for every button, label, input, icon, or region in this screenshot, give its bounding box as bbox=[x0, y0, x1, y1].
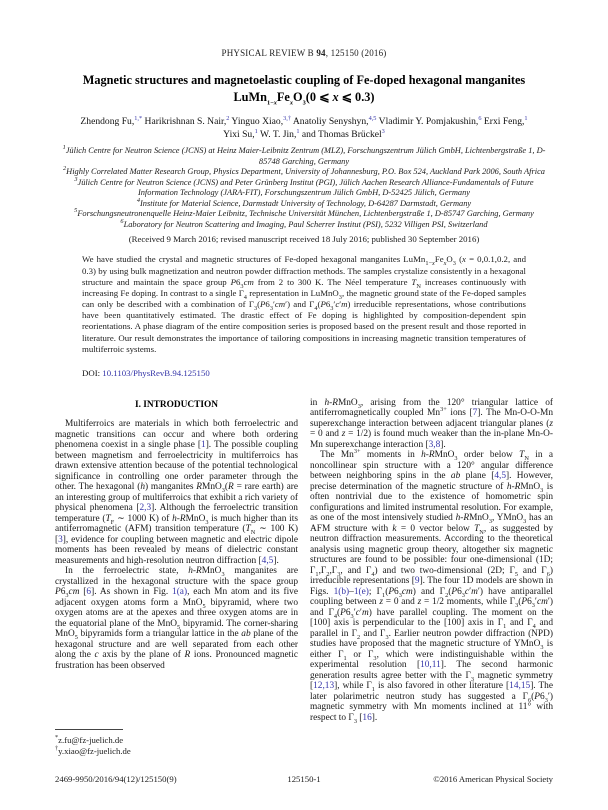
citation-link[interactable]: 9 bbox=[414, 576, 420, 587]
two-column-body bbox=[55, 398, 553, 724]
paper-title-line1: Magnetic structures and magnetoelastic coupling of Fe-doped hexagonal manganites bbox=[82, 73, 526, 87]
affiliation-ref-link[interactable]: 1 bbox=[254, 127, 258, 135]
affiliation-ref-link[interactable]: 3,† bbox=[283, 115, 291, 123]
footnote-email-1: *z.fu@fz-juelich.de bbox=[55, 733, 124, 745]
doi-label: DOI: bbox=[82, 367, 101, 378]
footer-copyright: ©2016 American Physical Society bbox=[433, 774, 553, 784]
paper-title-line2: $LuMn_{1-x}Fe_xO_3(0$ ⩽ x ⩽ 0.3) bbox=[233, 89, 375, 107]
citation-link[interactable]: 1 bbox=[201, 440, 206, 451]
doi-line bbox=[82, 368, 526, 378]
citation-link[interactable]: 4,5 bbox=[261, 555, 274, 566]
affiliation-ref-link[interactable]: 2 bbox=[226, 115, 230, 123]
abstract-text bbox=[82, 254, 526, 355]
journal-header: PHYSICAL REVIEW B 94, 125150 (2016) bbox=[221, 48, 387, 58]
footnote-block bbox=[55, 729, 298, 758]
affiliation-item: $^2$Highly Correlated Matter Research Group, Physics Department, University of Johannesburg, P.O. Box 524, Auckland Park 2006, South Africa bbox=[62, 165, 545, 177]
affiliation-ref-link[interactable]: 6 bbox=[478, 115, 482, 123]
affiliation-list bbox=[55, 146, 553, 230]
body-paragraph: In the ferroelectric state, h-RMnO$_3$ manganites are crystallized in the hexagonal structure with the space group $P6_3cm$ [6]. As shown in Fig. 1(a), each Mn atom and its five adjacent oxygen atoms form a MnO$_5$ bipyramid, where two oxygen atoms are at the apexes and three oxygen atoms are in the equatorial plane of the MnO$_5$ bipyramid. The corner-sharing MnO$_5$ bipyramids form a triangular lattice in the ab plane of the hexagonal structure and are well separated from each other along the c axis by the plane of R ions. Pronounced magnetic frustration has been observed bbox=[55, 566, 298, 671]
citation-link[interactable]: 1(e) bbox=[353, 586, 369, 597]
affiliation-item: $^6$Laboratory for Neutron Scattering and Imaging, Paul Scherrer Institut (PSI), 5232 Villigen PSI, Switzerland bbox=[120, 218, 488, 229]
left-column bbox=[55, 398, 298, 724]
author-list bbox=[55, 116, 553, 141]
citation-link[interactable]: 1(b) bbox=[333, 586, 350, 597]
citation-link[interactable]: 3 bbox=[58, 534, 63, 545]
citation-link[interactable]: 7 bbox=[472, 408, 478, 419]
affiliation-ref-link[interactable]: 4,5 bbox=[368, 115, 377, 123]
citation-link[interactable]: 1(a) bbox=[172, 587, 188, 598]
footer-issn: 2469-9950/2016/94(12)/125150(9) bbox=[55, 774, 177, 784]
footnote-rule bbox=[55, 729, 123, 730]
doi-link[interactable]: 10.1103/PhysRevB.94.125150 bbox=[102, 367, 210, 378]
footnote-email-2: †y.xiao@fz-juelich.de bbox=[55, 745, 131, 757]
affiliation-item: $^5$Forschungsneutronenquelle Heinz-Maier Leibnitz, Technische Universität München, Lichtenbergstraße 1, D-85747 Garching, Germany bbox=[74, 207, 534, 219]
footer-page-number: 125150-1 bbox=[287, 774, 321, 784]
affiliation-ref-link[interactable]: 3 bbox=[381, 127, 385, 135]
section-heading-introduction: I. INTRODUCTION bbox=[134, 399, 219, 410]
citation-link[interactable]: 4,5 bbox=[494, 471, 506, 482]
affiliation-ref-link[interactable]: 1,* bbox=[134, 115, 143, 123]
citation-link[interactable]: 3,8 bbox=[428, 439, 441, 450]
affiliation-ref-link[interactable]: 1 bbox=[296, 127, 300, 135]
citation-link[interactable]: 2,3 bbox=[139, 503, 152, 514]
body-paragraph: Multiferroics are materials in which both ferroelectric and magnetic transitions can occur and where both ordering phenomena coexist in a single phase [1]. The possible coupling between magnetism and ferroelectricity in multiferroics has drawn extensive attention because of the potential technological significance in controlling one order parameter through the other. The hexagonal (h) manganites RMnO$_3$(R = rare earth) are an interesting group of multiferroics that exhibit a rich variety of physical phenomena [2,3]. Although the ferroelectric transition temperature ($T_F$ ∼ 1000 K) of h-RMnO$_3$ is much higher than its antiferromagnetic (AFM) transition temperature ($T_N$ ∼ 100 K) [3], evidence for coupling between magnetic and electric dipole moments has been revealed by means of dielectric constant measurements and high-resolution neutron diffraction [4,5]. bbox=[55, 419, 298, 566]
right-column bbox=[310, 398, 553, 724]
citation-link[interactable]: 6 bbox=[86, 587, 92, 598]
received-dates: (Received 9 March 2016; revised manuscript received 18 July 2016; published 30 September 2016) bbox=[128, 234, 480, 245]
citation-link[interactable]: 10,11 bbox=[420, 660, 441, 671]
author-line-2: Yixi Su,$^1$ W. T. Jin,$^1$ and Thomas Brückel$^3$ bbox=[223, 127, 385, 140]
affiliation-item: $^4$Institute for Material Science, Darmstadt University of Technology, D-64287 Darmstadt, Germany bbox=[136, 197, 472, 208]
affiliation-item: $^3$Jülich Centre for Neutron Science (JCNS) and Peter Grünberg Institut (PGI), Jülich Aachen Research Alliance-Fundamentals of Future Information Technology (JARA-FIT), Forschungszentrum Jülich GmbH, D-52425 Jülich, Germany bbox=[74, 176, 534, 198]
citation-link[interactable]: 12,13 bbox=[313, 681, 335, 692]
citation-link[interactable]: 14,15 bbox=[509, 681, 531, 692]
affiliation-ref-link[interactable]: 1 bbox=[524, 115, 528, 123]
abstract-paragraph: We have studied the crystal and magnetic structures of Fe-doped hexagonal manganites $LuMn_{1-x}Fe_xO_3$ (x = 0,0.1,0.2, and 0.3) by using bulk magnetization and neutron powder diffraction methods. The samples crystalize consistently in a hexagonal structure and maintain the space group $P6_3cm$ from 2 to 300 K. The Néel temperature $T_N$ increases continuously with increasing Fe doping. In contrast to a single $\Gamma_4$ representation in LuMnO$_3$, the magnetic ground state of the Fe-doped samples can only be described with a combination of $\Gamma_3(P6_3'cm')$ and $\Gamma_4(P6_3'c'm)$ irreducible representations, whose contributions have been quantitatively estimated. The drastic effect of Fe doping is highlighted by composition-dependent spin reorientations. A phase diagram of the entire composition series is proposed based on the present result and those reported in literature. Our result demonstrates the importance of tailoring compositions in increasing magnetic transition temperatures of multiferroic systems. bbox=[82, 254, 527, 354]
page-footer bbox=[55, 774, 553, 784]
body-paragraph: in h-RMnO$_3$, arising from the 120° triangular lattice of antiferromagnetically coupled $Mn^{3+}$ ions [7]. The Mn-O-O-Mn superexchange interaction between adjacent triangular planes (z = 0 and z = 1/2) is found much weaker than the in-plane Mn-O-Mn superexchange interaction [3,8]. bbox=[310, 397, 553, 450]
body-paragraph: The $Mn^{3+}$ moments in h-RMnO$_3$ order below $T_N$ in a noncollinear spin structure with a 120° angular difference between neighboring spins in the ab plane [4,5]. However, precise determination of the magnetic structure of h-RMnO$_3$ is often nontrivial due to the existence of homometric spin configurations and limited instrumental resolution. For example, as one of the most intensively studied h-RMnO$_3$, YMnO$_3$ has an AFM structure with k = 0 vector below $T_N$, as suggested by neutron diffraction measurements. According to the theoretical analysis using magnetic group theory, altogether six magnetic structures are found to be possible: four one-dimensional (1D; $\Gamma_1,\Gamma_2,\Gamma_3$, and $\Gamma_4$) and two two-dimensional (2D; $\Gamma_5$ and $\Gamma_6$) irreducible representations [9]. The four 1D models are shown in Figs. 1(b)–1(e); $\Gamma_1(P6_3cm)$ and $\Gamma_2(P6_3c'm')$ have antiparallel coupling between z = 0 and z = 1/2 moments, while $\Gamma_3(P6_3'cm')$ and $\Gamma_4(P6_3'c'm)$ have parallel coupling. The moment on the [100] axis is perpendicular to the [100] axis in $\Gamma_1$ and $\Gamma_4$ and parallel in $\Gamma_2$ and $\Gamma_3$. Earlier neutron powder diffraction (NPD) studies have proposed that the magnetic structure of YMnO$_3$ is either $\Gamma_1$ or $\Gamma_3$, which were indistinguishable within the experimental resolution [10,11]. The second harmonic generation results agree better with the $\Gamma_3$ magnetic symmetry [12,13], while $\Gamma_1$ is also favored in other literature [14,15]. The later polarimetric neutron study has suggested a $\Gamma_6(P6_3')$ magnetic symmetry with Mn moments inclined at 11° with respect to $\Gamma_3$ [16]. bbox=[310, 448, 554, 725]
paper-title bbox=[55, 73, 553, 105]
affiliation-item: $^1$Jülich Centre for Neutron Science (JCNS) at Heinz Maier-Leibnitz Zentrum (MLZ), Forschungszentrum Jülich GmbH, Lichtenbergstraße 1, D-85748 Garching, Germany bbox=[62, 144, 546, 166]
citation-link[interactable]: 16 bbox=[362, 712, 372, 723]
author-line-1: Zhendong Fu,$^{1,*}$ Harikrishnan S. Nair,$^2$ Yinguo Xiao,$^{3,\dagger}$ Anatoliy Senyshyn,$^{4,5}$ Vladimir Y. Pomjakushin,$^6$ Erxi Feng,$^1$ bbox=[80, 115, 528, 128]
